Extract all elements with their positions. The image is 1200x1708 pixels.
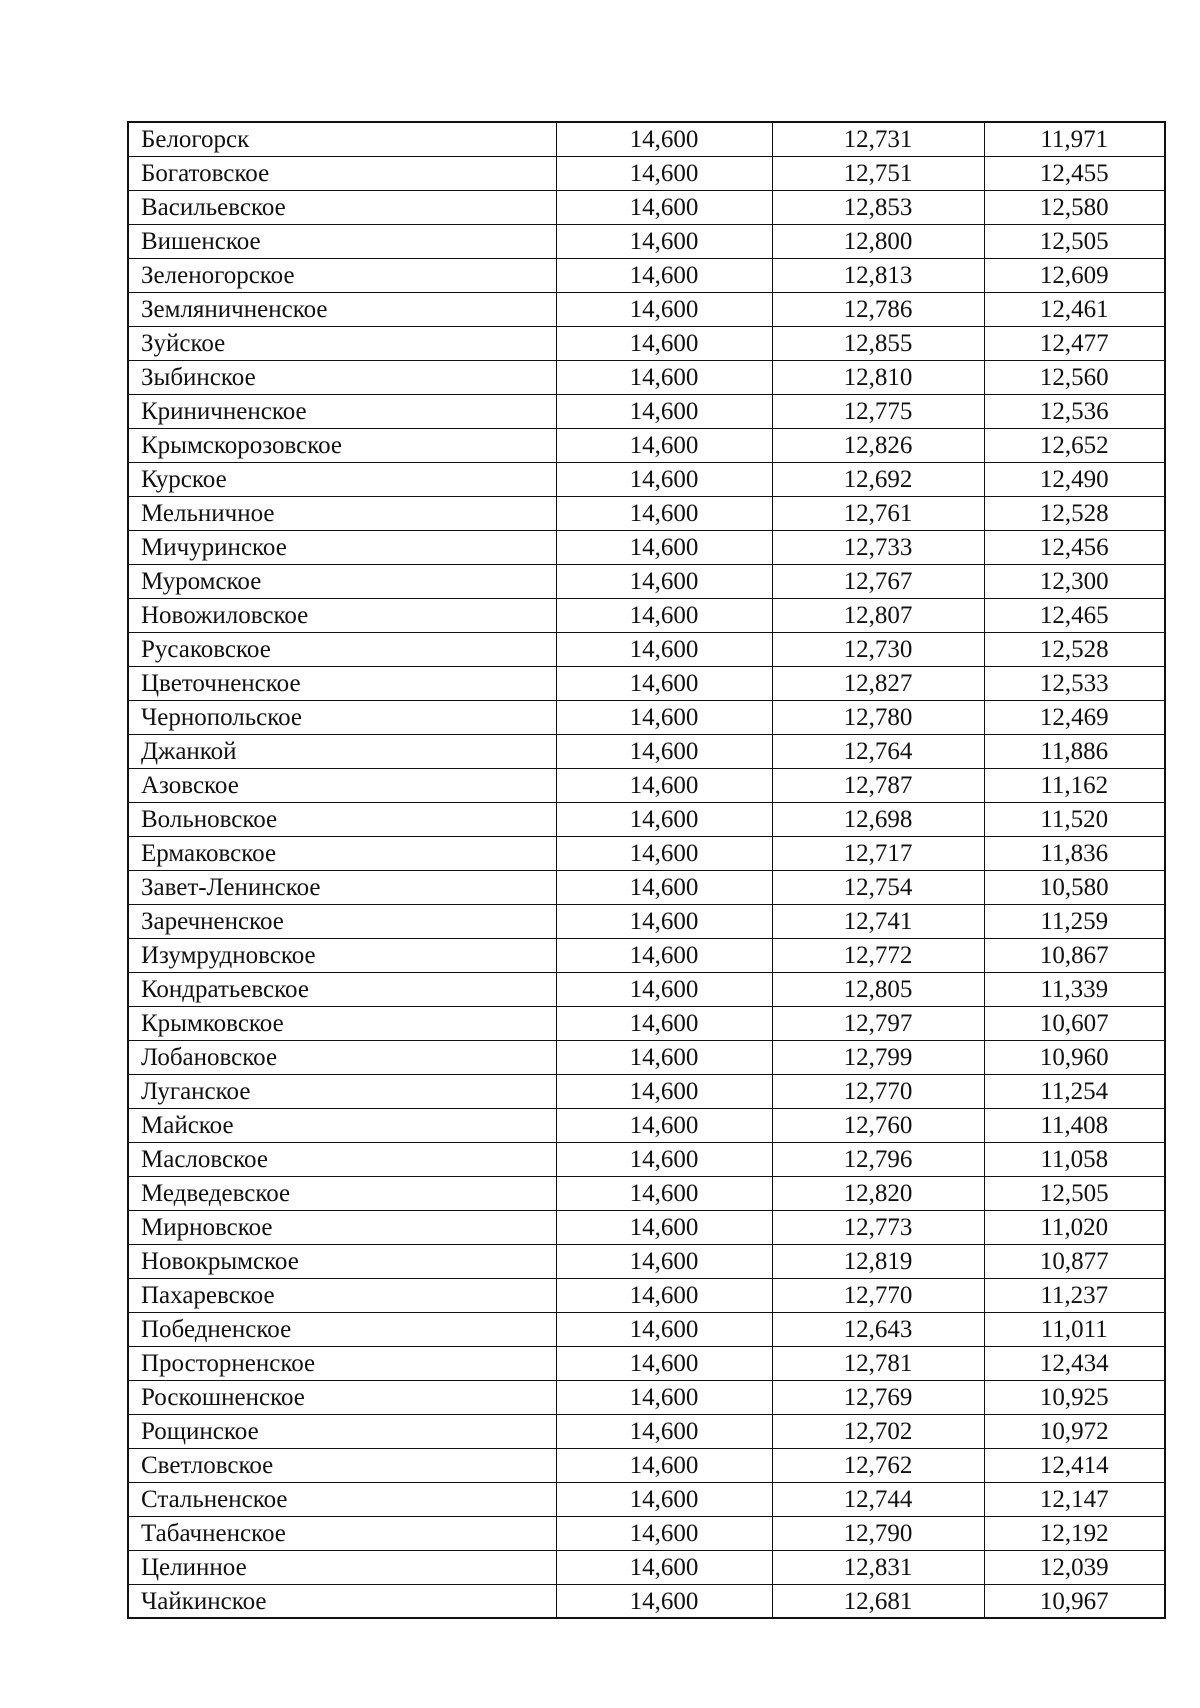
settlement-name-cell: Победненское bbox=[128, 1312, 556, 1346]
value-cell-3: 10,972 bbox=[984, 1414, 1165, 1448]
value-cell-1: 14,600 bbox=[556, 768, 772, 802]
settlement-name-cell: Стальненское bbox=[128, 1482, 556, 1516]
table-row bbox=[128, 1040, 1165, 1074]
table-row bbox=[128, 1108, 1165, 1142]
value-cell-2: 12,730 bbox=[772, 632, 984, 666]
value-cell-2: 12,827 bbox=[772, 666, 984, 700]
settlement-name-cell: Муромское bbox=[128, 564, 556, 598]
settlement-name-cell: Зеленогорское bbox=[128, 258, 556, 292]
value-cell-3: 12,434 bbox=[984, 1346, 1165, 1380]
settlement-name-cell: Русаковское bbox=[128, 632, 556, 666]
value-cell-2: 12,807 bbox=[772, 598, 984, 632]
value-cell-2: 12,790 bbox=[772, 1516, 984, 1550]
table-row bbox=[128, 1482, 1165, 1516]
value-cell-2: 12,741 bbox=[772, 904, 984, 938]
value-cell-1: 14,600 bbox=[556, 1108, 772, 1142]
value-cell-3: 11,254 bbox=[984, 1074, 1165, 1108]
value-cell-3: 12,505 bbox=[984, 1176, 1165, 1210]
table-row bbox=[128, 360, 1165, 394]
value-cell-2: 12,855 bbox=[772, 326, 984, 360]
table-row bbox=[128, 1074, 1165, 1108]
settlement-name-cell: Медведевское bbox=[128, 1176, 556, 1210]
table-row bbox=[128, 530, 1165, 564]
value-cell-1: 14,600 bbox=[556, 360, 772, 394]
settlement-name-cell: Завет-Ленинское bbox=[128, 870, 556, 904]
value-cell-3: 10,960 bbox=[984, 1040, 1165, 1074]
value-cell-3: 12,192 bbox=[984, 1516, 1165, 1550]
value-cell-3: 10,967 bbox=[984, 1584, 1165, 1618]
value-cell-1: 14,600 bbox=[556, 1040, 772, 1074]
value-cell-2: 12,772 bbox=[772, 938, 984, 972]
table-row bbox=[128, 700, 1165, 734]
table-row bbox=[128, 1312, 1165, 1346]
value-cell-2: 12,800 bbox=[772, 224, 984, 258]
table-row bbox=[128, 190, 1165, 224]
table-row bbox=[128, 258, 1165, 292]
settlement-name-cell: Цветочненское bbox=[128, 666, 556, 700]
value-cell-2: 12,780 bbox=[772, 700, 984, 734]
value-cell-2: 12,796 bbox=[772, 1142, 984, 1176]
table-row bbox=[128, 1414, 1165, 1448]
settlement-name-cell: Крымковское bbox=[128, 1006, 556, 1040]
value-cell-3: 12,455 bbox=[984, 156, 1165, 190]
value-cell-2: 12,820 bbox=[772, 1176, 984, 1210]
value-cell-2: 12,702 bbox=[772, 1414, 984, 1448]
table-row bbox=[128, 632, 1165, 666]
value-cell-2: 12,770 bbox=[772, 1278, 984, 1312]
value-cell-3: 11,058 bbox=[984, 1142, 1165, 1176]
table-row bbox=[128, 326, 1165, 360]
value-cell-1: 14,600 bbox=[556, 1550, 772, 1584]
value-cell-1: 14,600 bbox=[556, 870, 772, 904]
table-row bbox=[128, 496, 1165, 530]
value-cell-1: 14,600 bbox=[556, 1210, 772, 1244]
settlement-name-cell: Джанкой bbox=[128, 734, 556, 768]
value-cell-2: 12,773 bbox=[772, 1210, 984, 1244]
value-cell-3: 12,533 bbox=[984, 666, 1165, 700]
settlement-name-cell: Масловское bbox=[128, 1142, 556, 1176]
table-row bbox=[128, 1346, 1165, 1380]
settlement-name-cell: Вольновское bbox=[128, 802, 556, 836]
value-cell-1: 14,600 bbox=[556, 156, 772, 190]
table-row bbox=[128, 666, 1165, 700]
value-cell-2: 12,775 bbox=[772, 394, 984, 428]
settlement-name-cell: Криничненское bbox=[128, 394, 556, 428]
value-cell-3: 11,259 bbox=[984, 904, 1165, 938]
value-cell-2: 12,692 bbox=[772, 462, 984, 496]
value-cell-2: 12,799 bbox=[772, 1040, 984, 1074]
value-cell-3: 12,505 bbox=[984, 224, 1165, 258]
settlement-name-cell: Пахаревское bbox=[128, 1278, 556, 1312]
value-cell-3: 11,020 bbox=[984, 1210, 1165, 1244]
value-cell-3: 12,039 bbox=[984, 1550, 1165, 1584]
value-cell-2: 12,762 bbox=[772, 1448, 984, 1482]
value-cell-1: 14,600 bbox=[556, 1414, 772, 1448]
table-row bbox=[128, 1278, 1165, 1312]
table-row bbox=[128, 1210, 1165, 1244]
table-row bbox=[128, 1244, 1165, 1278]
value-cell-3: 12,609 bbox=[984, 258, 1165, 292]
table-row bbox=[128, 1176, 1165, 1210]
settlement-name-cell: Ермаковское bbox=[128, 836, 556, 870]
value-cell-1: 14,600 bbox=[556, 700, 772, 734]
settlement-name-cell: Роскошненское bbox=[128, 1380, 556, 1414]
value-cell-1: 14,600 bbox=[556, 1312, 772, 1346]
data-table bbox=[127, 121, 1166, 1619]
settlement-name-cell: Мельничное bbox=[128, 496, 556, 530]
value-cell-3: 10,580 bbox=[984, 870, 1165, 904]
value-cell-2: 12,733 bbox=[772, 530, 984, 564]
value-cell-2: 12,761 bbox=[772, 496, 984, 530]
value-cell-1: 14,600 bbox=[556, 904, 772, 938]
value-cell-1: 14,600 bbox=[556, 1142, 772, 1176]
value-cell-2: 12,751 bbox=[772, 156, 984, 190]
value-cell-2: 12,810 bbox=[772, 360, 984, 394]
settlement-name-cell: Курское bbox=[128, 462, 556, 496]
table-row bbox=[128, 870, 1165, 904]
settlement-name-cell: Вишенское bbox=[128, 224, 556, 258]
value-cell-3: 11,237 bbox=[984, 1278, 1165, 1312]
value-cell-1: 14,600 bbox=[556, 428, 772, 462]
value-cell-3: 12,300 bbox=[984, 564, 1165, 598]
table-row bbox=[128, 802, 1165, 836]
value-cell-3: 12,465 bbox=[984, 598, 1165, 632]
value-cell-2: 12,754 bbox=[772, 870, 984, 904]
table-row bbox=[128, 1584, 1165, 1618]
value-cell-2: 12,731 bbox=[772, 122, 984, 156]
value-cell-1: 14,600 bbox=[556, 972, 772, 1006]
value-cell-1: 14,600 bbox=[556, 224, 772, 258]
value-cell-2: 12,643 bbox=[772, 1312, 984, 1346]
value-cell-1: 14,600 bbox=[556, 1482, 772, 1516]
settlement-name-cell: Зуйское bbox=[128, 326, 556, 360]
table-row bbox=[128, 1516, 1165, 1550]
table-row bbox=[128, 1006, 1165, 1040]
value-cell-3: 12,147 bbox=[984, 1482, 1165, 1516]
value-cell-1: 14,600 bbox=[556, 1074, 772, 1108]
settlement-name-cell: Земляничненское bbox=[128, 292, 556, 326]
settlement-name-cell: Азовское bbox=[128, 768, 556, 802]
table-row bbox=[128, 598, 1165, 632]
table-body bbox=[128, 122, 1165, 1618]
value-cell-2: 12,781 bbox=[772, 1346, 984, 1380]
value-cell-1: 14,600 bbox=[556, 1006, 772, 1040]
table-row bbox=[128, 938, 1165, 972]
settlement-name-cell: Богатовское bbox=[128, 156, 556, 190]
table-row bbox=[128, 734, 1165, 768]
table-row bbox=[128, 904, 1165, 938]
table-row bbox=[128, 1448, 1165, 1482]
value-cell-1: 14,600 bbox=[556, 598, 772, 632]
value-cell-1: 14,600 bbox=[556, 564, 772, 598]
value-cell-1: 14,600 bbox=[556, 326, 772, 360]
table-row bbox=[128, 462, 1165, 496]
settlement-name-cell: Луганское bbox=[128, 1074, 556, 1108]
value-cell-1: 14,600 bbox=[556, 1448, 772, 1482]
table-row bbox=[128, 122, 1165, 156]
settlement-name-cell: Майское bbox=[128, 1108, 556, 1142]
value-cell-2: 12,826 bbox=[772, 428, 984, 462]
value-cell-3: 12,536 bbox=[984, 394, 1165, 428]
value-cell-2: 12,787 bbox=[772, 768, 984, 802]
settlement-name-cell: Крымскорозовское bbox=[128, 428, 556, 462]
value-cell-2: 12,786 bbox=[772, 292, 984, 326]
table-row bbox=[128, 1380, 1165, 1414]
table-row bbox=[128, 394, 1165, 428]
table-row bbox=[128, 224, 1165, 258]
settlement-name-cell: Светловское bbox=[128, 1448, 556, 1482]
value-cell-3: 11,408 bbox=[984, 1108, 1165, 1142]
value-cell-2: 12,770 bbox=[772, 1074, 984, 1108]
value-cell-3: 11,886 bbox=[984, 734, 1165, 768]
value-cell-3: 12,580 bbox=[984, 190, 1165, 224]
value-cell-3: 12,477 bbox=[984, 326, 1165, 360]
value-cell-1: 14,600 bbox=[556, 1516, 772, 1550]
value-cell-1: 14,600 bbox=[556, 1176, 772, 1210]
value-cell-3: 12,456 bbox=[984, 530, 1165, 564]
value-cell-3: 12,528 bbox=[984, 496, 1165, 530]
value-cell-1: 14,600 bbox=[556, 836, 772, 870]
settlement-name-cell: Мирновское bbox=[128, 1210, 556, 1244]
value-cell-1: 14,600 bbox=[556, 496, 772, 530]
value-cell-2: 12,698 bbox=[772, 802, 984, 836]
settlement-name-cell: Чернопольское bbox=[128, 700, 556, 734]
settlement-name-cell: Белогорск bbox=[128, 122, 556, 156]
value-cell-2: 12,797 bbox=[772, 1006, 984, 1040]
value-cell-3: 12,652 bbox=[984, 428, 1165, 462]
value-cell-1: 14,600 bbox=[556, 292, 772, 326]
value-cell-1: 14,600 bbox=[556, 394, 772, 428]
table-row bbox=[128, 292, 1165, 326]
settlement-name-cell: Мичуринское bbox=[128, 530, 556, 564]
value-cell-2: 12,681 bbox=[772, 1584, 984, 1618]
value-cell-1: 14,600 bbox=[556, 462, 772, 496]
value-cell-3: 12,560 bbox=[984, 360, 1165, 394]
table-row bbox=[128, 1550, 1165, 1584]
value-cell-1: 14,600 bbox=[556, 530, 772, 564]
value-cell-3: 12,461 bbox=[984, 292, 1165, 326]
value-cell-3: 11,011 bbox=[984, 1312, 1165, 1346]
value-cell-3: 12,490 bbox=[984, 462, 1165, 496]
settlement-name-cell: Чайкинское bbox=[128, 1584, 556, 1618]
value-cell-1: 14,600 bbox=[556, 1244, 772, 1278]
table-row bbox=[128, 564, 1165, 598]
value-cell-1: 14,600 bbox=[556, 632, 772, 666]
table-row bbox=[128, 836, 1165, 870]
settlement-name-cell: Новожиловское bbox=[128, 598, 556, 632]
value-cell-3: 10,607 bbox=[984, 1006, 1165, 1040]
value-cell-3: 10,877 bbox=[984, 1244, 1165, 1278]
value-cell-2: 12,805 bbox=[772, 972, 984, 1006]
value-cell-1: 14,600 bbox=[556, 190, 772, 224]
table-row bbox=[128, 972, 1165, 1006]
value-cell-1: 14,600 bbox=[556, 122, 772, 156]
value-cell-3: 11,520 bbox=[984, 802, 1165, 836]
settlement-name-cell: Зыбинское bbox=[128, 360, 556, 394]
settlement-name-cell: Просторненское bbox=[128, 1346, 556, 1380]
table-row bbox=[128, 1142, 1165, 1176]
value-cell-1: 14,600 bbox=[556, 734, 772, 768]
value-cell-2: 12,769 bbox=[772, 1380, 984, 1414]
value-cell-3: 12,469 bbox=[984, 700, 1165, 734]
value-cell-1: 14,600 bbox=[556, 938, 772, 972]
value-cell-3: 11,971 bbox=[984, 122, 1165, 156]
value-cell-1: 14,600 bbox=[556, 1278, 772, 1312]
settlement-name-cell: Кондратьевское bbox=[128, 972, 556, 1006]
value-cell-1: 14,600 bbox=[556, 258, 772, 292]
value-cell-1: 14,600 bbox=[556, 802, 772, 836]
settlement-name-cell: Изумрудновское bbox=[128, 938, 556, 972]
settlement-name-cell: Васильевское bbox=[128, 190, 556, 224]
value-cell-3: 11,836 bbox=[984, 836, 1165, 870]
settlement-name-cell: Целинное bbox=[128, 1550, 556, 1584]
settlement-name-cell: Табачненское bbox=[128, 1516, 556, 1550]
value-cell-1: 14,600 bbox=[556, 1584, 772, 1618]
value-cell-1: 14,600 bbox=[556, 1346, 772, 1380]
settlement-name-cell: Лобановское bbox=[128, 1040, 556, 1074]
table-row bbox=[128, 156, 1165, 190]
value-cell-2: 12,813 bbox=[772, 258, 984, 292]
table-row bbox=[128, 428, 1165, 462]
value-cell-2: 12,853 bbox=[772, 190, 984, 224]
settlement-name-cell: Новокрымское bbox=[128, 1244, 556, 1278]
value-cell-3: 12,414 bbox=[984, 1448, 1165, 1482]
value-cell-2: 12,764 bbox=[772, 734, 984, 768]
value-cell-3: 11,162 bbox=[984, 768, 1165, 802]
value-cell-2: 12,767 bbox=[772, 564, 984, 598]
settlement-name-cell: Рощинское bbox=[128, 1414, 556, 1448]
value-cell-1: 14,600 bbox=[556, 666, 772, 700]
value-cell-2: 12,744 bbox=[772, 1482, 984, 1516]
value-cell-2: 12,760 bbox=[772, 1108, 984, 1142]
table-row bbox=[128, 768, 1165, 802]
value-cell-3: 10,867 bbox=[984, 938, 1165, 972]
value-cell-3: 11,339 bbox=[984, 972, 1165, 1006]
value-cell-2: 12,717 bbox=[772, 836, 984, 870]
value-cell-3: 12,528 bbox=[984, 632, 1165, 666]
value-cell-1: 14,600 bbox=[556, 1380, 772, 1414]
value-cell-3: 10,925 bbox=[984, 1380, 1165, 1414]
value-cell-2: 12,819 bbox=[772, 1244, 984, 1278]
settlement-name-cell: Заречненское bbox=[128, 904, 556, 938]
value-cell-2: 12,831 bbox=[772, 1550, 984, 1584]
